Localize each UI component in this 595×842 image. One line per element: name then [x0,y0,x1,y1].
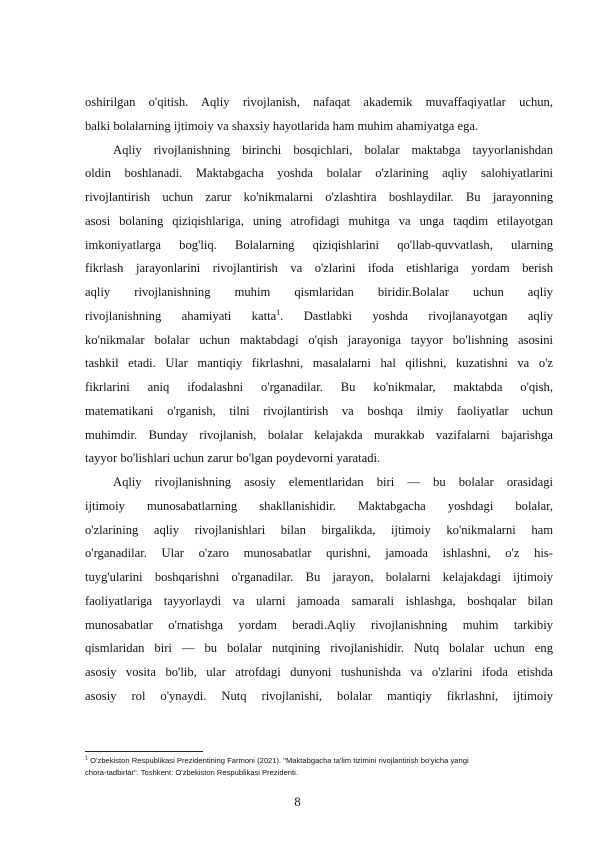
body-line: oshirilgan o'qitish. Aqliy rivojlanish, nafaqat akademik muvaffaqiyatlar uchun, [85,95,553,109]
body-line: tayyor bo'lishlari uchun zarur bo'lgan poydevorni yaratadi. [85,451,381,466]
body-line: faoliyatlariga tayyorlaydi va ularni jamoada samarali ishlashga, boshqalar bilan [85,593,553,608]
footnote-separator [85,751,203,752]
body-line: o'zlarining aqliy rivojlanishlari bilan birgalikda, ijtimoiy ko'nikmalarni ham [85,522,553,537]
footnote-line: chora-tadbirlar". Toshkent: O'zbekiston Respublikasi Prezidenti. [85,768,298,778]
body-line: tuyg'ularini boshqarishni o'rganadilar. Bu jarayon, bolalarni kelajakdagi ijtimoiy [85,570,553,584]
body-line: qismlaridan biri — bu bolalar nutqining rivojlanishidir. Nutq bolalar uchun eng [85,641,553,656]
footnote [85,755,555,780]
body-line: muhimdir. Bunday rivojlanish, bolalar kelajakda murakkab vazifalarni bajarishga [85,427,553,442]
footnote-marker: 1 [85,755,89,762]
footnote-text: O'zbekiston Respublikasi Prezidentining Farmoni (2021). "Maktabgacha ta'lim tizimini rivojlantirish bo'yicha yangi [88,756,469,765]
body-line: fikrlarini aniq ifodalashni o'rganadilar. Bu ko'nikmalar, maktabda o'qish, [85,380,553,394]
body-line: munosabatlar o'rnatishga yordam beradi.Aqliy rivojlanishning muhim tarkibiy [85,617,553,632]
body-line-with-footnote [85,305,553,329]
body-line: tashkil etadi. Ular mantiqiy fikrlashni, masalalarni hal qilishni, kuzatishni va o'z [85,356,553,371]
body-line: imkoniyatlarga bog'liq. Bolalarning qiziqishlarini qo'llab-quvvatlash, ularning [85,237,553,252]
body-line-part: . Dastlabki yoshda rivojlanayotgan aqliy [280,308,553,323]
body-line: balki bolalarning ijtimoiy va shaxsiy hayotlarida ham muhim ahamiyatga ega. [85,118,479,133]
body-line-part: rivojlanishning ahamiyati katta [85,308,277,323]
body-line: Aqliy rivojlanishning asosiy elementlaridan biri — bu bolalar orasidagi [113,475,553,489]
body-line: asosiy rol o'ynaydi. Nutq rivojlanishi, bolalar mantiqiy fikrlashni, ijtimoiy [85,688,553,703]
body-line: matematikani o'rganish, tilni rivojlantirish va boshqa ilmiy faoliyatlar uchun [85,403,553,418]
body-line: ko'nikmalar bolalar uchun maktabdagi o'qish jarayoniga tayyor bo'lishning asosini [85,332,553,347]
body-text [85,91,553,709]
body-line: o'rganadilar. Ular o'zaro munosabatlar qurishni, jamoada ishlashni, o'z his- [85,546,553,561]
page-number: 8 [294,795,301,809]
footnote-reference: 1 [276,307,281,317]
body-line: aqliy rivojlanishning muhim qismlaridan biridir.Bolalar uchun aqliy [85,285,553,299]
footnote-line [85,755,555,767]
body-line: Aqliy rivojlanishning birinchi bosqichlari, bolalar maktabga tayyorlanishdan [113,142,553,157]
body-line: oldin boshlanadi. Maktabgacha yoshda bolalar o'zlarining aqliy salohiyatlarini [85,166,553,181]
body-line: fikrlash jarayonlarini rivojlantirish va o'zlarini ifoda etishlariga yordam berish [85,261,553,276]
body-line: asosiy vosita bo'lib, ular atrofdagi dunyoni tushunishda va o'zlarini ifoda etishda [85,665,553,679]
body-line: ijtimoiy munosabatlarning shakllanishidir. Maktabgacha yoshdagi bolalar, [85,498,553,513]
body-line: asosi bolaning qiziqishlariga, uning atrofidagi muhitga va unga taqdim etilayotgan [85,213,553,228]
body-line: rivojlantirish uchun zarur ko'nikmalarni o'zlashtira boshlaydilar. Bu jarayonning [85,190,553,204]
